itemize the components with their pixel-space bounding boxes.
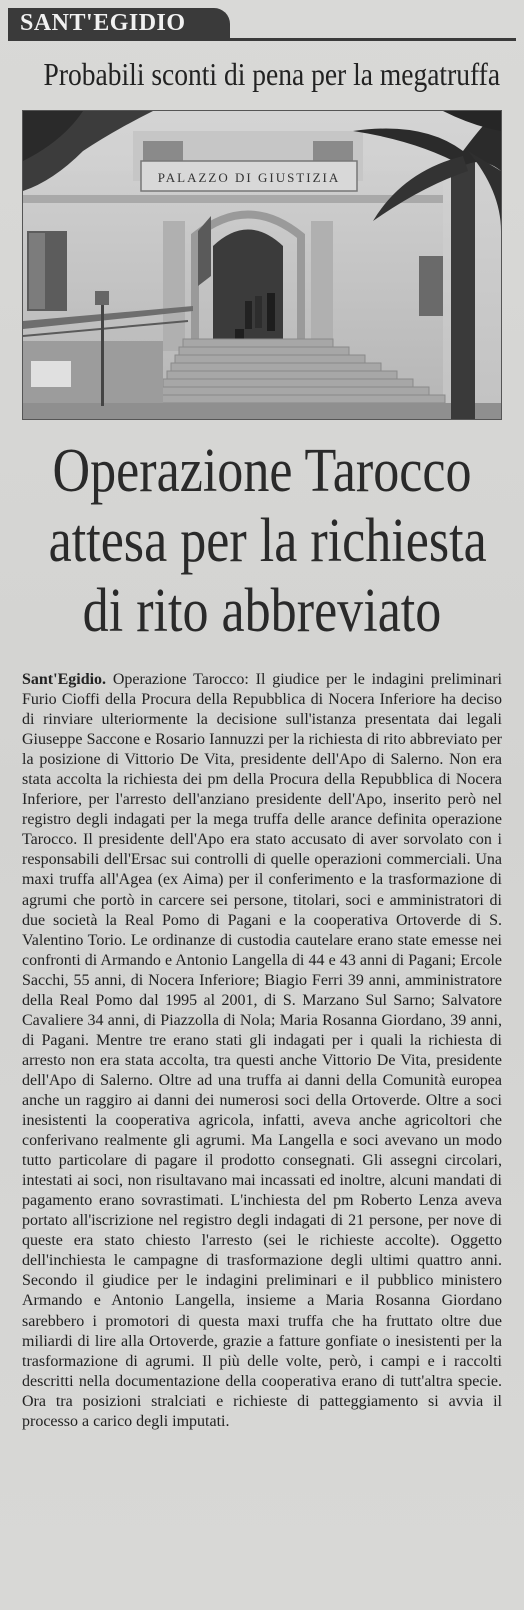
courthouse-photo <box>22 110 502 420</box>
article-text: Operazione Tarocco: Il giudice per le indagini preliminari Furio Cioffi della Procura della Repubblica di Nocera Inferiore ha deciso di rinviare ulteriormente la decisione sull'istanza presentata dai legali Giuseppe Saccone e Rosario Iannuzzi per la richiesta di rito abbreviato per la posizione di Vittorio De Vita, presidente dell'Apo di Salerno. Non era stata accolta la richiesta dei pm della Procura della Repubblica di Nocera Inferiore, per l'arresto dell'anziano presidente dell'Apo, inserito però nel registro degli indagati per la mega truffa delle arance definita operazione Tarocco. Il presidente dell'Apo era stato accusato di aver sorvolato con i responsabili dell'Ersac sui controlli di quelle operazioni commerciali. Una maxi truffa all'Agea (ex Aima) per il conferimento e la trasformazione di agrumi che portò in carcere sei persone, titolari, soci e amministratori di due società la Real Pomo di Pagani e la cooperativa Ortoverde di S. Valentino Torio. Le ordinanze di custodia cautelare erano state emesse nei confronti di Armando e Antonio Langella di 44 e 43 anni di Pagani; Ercole Sacchi, 55 anni, di Nocera Inferiore; Biagio Ferri 39 anni, amministratore della Real Pomo dal 1995 al 2001, di S. Marzano Sul Sarno; Salvatore Cavaliere 34 anni, di Piazzolla di Nola; Maria Rosanna Giordano, 39 anni, di Pagani. Mentre tre erano stati gli indagati per i quali la richiesta di arresto non era stata accolta, tra questi anche Vittorio De Vita, presidente dell'Apo di Salerno. Oltre ad una truffa ai danni della Comunità europea anche un raggiro ai danni dei numerosi soci della Ortoverde. Oltre a soci inesistenti la cooperativa agricola, infatti, aveva anche agricoltori che conferivano realmente gli agrumi. Ma Langella e soci avevano un modo tutto particolare di pagare il prodotto consegnati. Gli assegni circolari, intestati ai soci, non risultavano mai incassati ed inoltre, alcuni mandati di pagamento erano sovrastimati. L'inchiesta del pm Roberto Lenza aveva portato all'iscrizione nel registro degli indagati di 21 persone, per nove di queste era stato chiesto l'arresto (sei le richieste accolte). Oggetto dell'inchiesta le campagne di trasformazione degli ultimi quattro anni. Secondo il giudice per le indagini preliminari e il pubblico ministero Armando e Antonio Langella, insieme a Maria Rosanna Giordano sarebbero i promotori di questa maxi truffa che ha fruttato oltre due miliardi di lire alla Ortoverde, grazie a fatture gonfiate o inesistenti per la trasformazione di agrumi. Il più delle volte, però, i campi e i raccolti descritti nella documentazione della cooperativa erano di tutt'altra specie. Ora tra posizioni stralciati e richieste di patteggiamento si avvia il processo a carico degli imputati. <box>22 671 502 1430</box>
section-tag: SANT'EGIDIO <box>8 8 230 39</box>
building-sign-text: PALAZZO DI GIUSTIZIA <box>157 170 341 185</box>
headline-line-1: Operazione Tarocco <box>52 437 472 505</box>
headline-line-2: attesa per la richiesta <box>48 507 487 575</box>
headline <box>8 436 516 646</box>
article-dateline: Sant'Egidio. <box>22 671 107 688</box>
headline-line-3: di rito abbreviato <box>82 577 442 645</box>
kicker-headline: Probabili sconti di pena per la megatruffa <box>43 56 501 92</box>
section-rule <box>8 38 516 41</box>
article-body <box>22 670 502 1432</box>
